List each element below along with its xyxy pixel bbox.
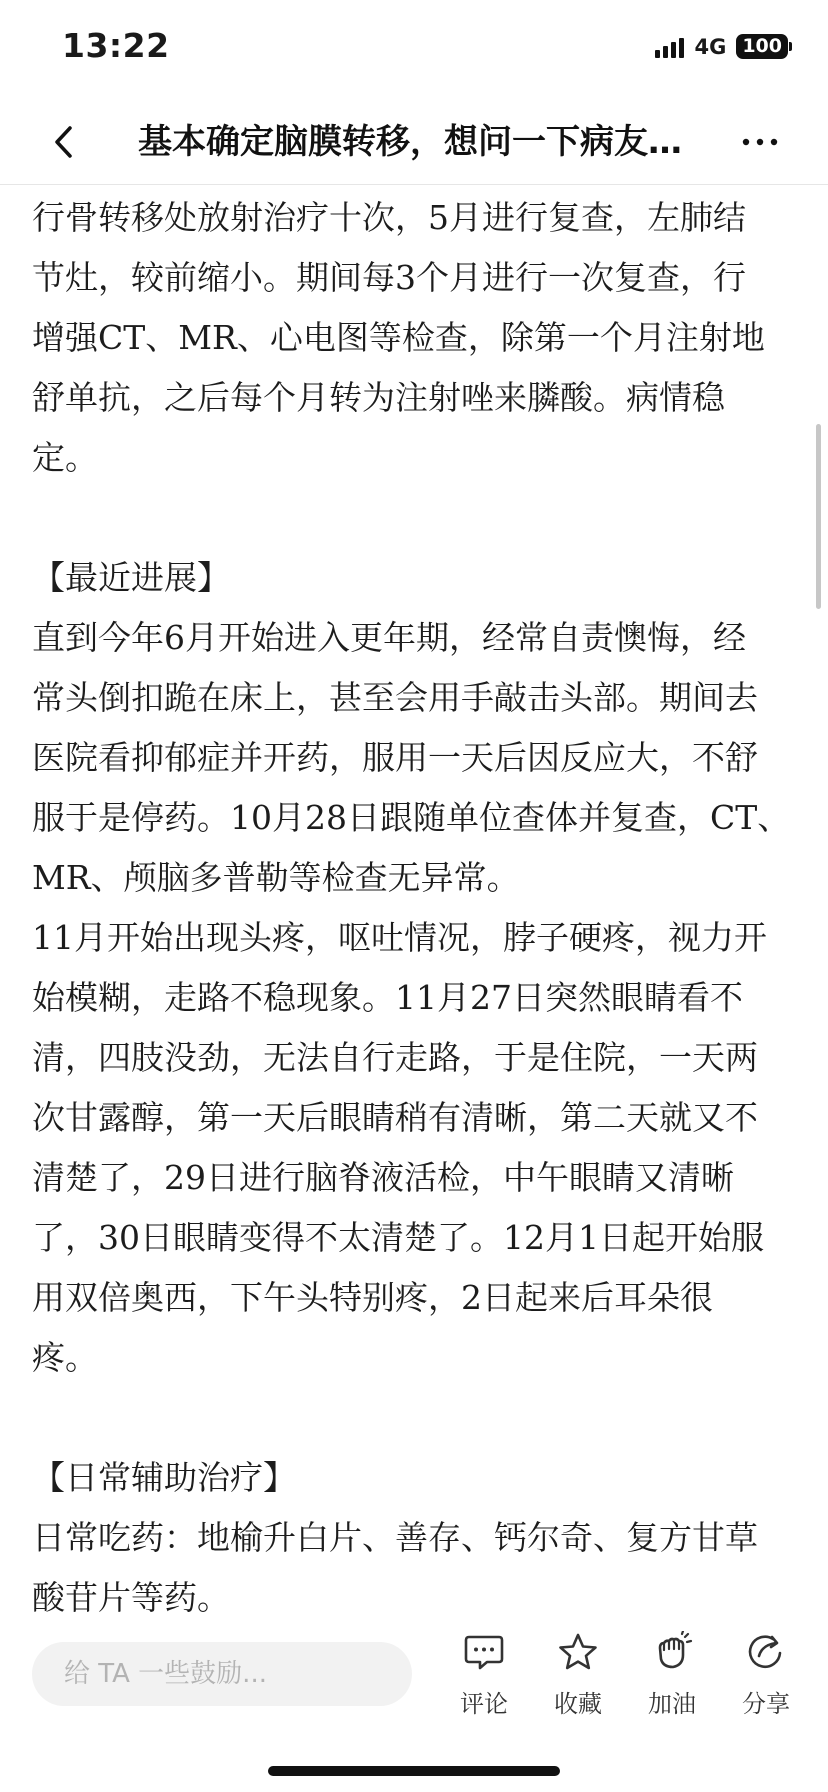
- battery-level: 100: [736, 34, 788, 59]
- nav-bar: [0, 100, 828, 185]
- status-time: 13:22: [62, 26, 170, 65]
- cheer-button[interactable]: [628, 1630, 716, 1719]
- network-label: 4G: [694, 34, 727, 59]
- comment-icon: [462, 1630, 506, 1674]
- scrollbar-thumb[interactable]: [816, 424, 821, 609]
- home-indicator[interactable]: [268, 1766, 560, 1776]
- comment-button[interactable]: [440, 1630, 528, 1719]
- article-line: 清楚了，29日进行脑脊液活检，中午眼睛又清晰: [32, 1158, 734, 1197]
- cheer-fist-icon: [650, 1630, 694, 1674]
- comment-input[interactable]: [32, 1642, 412, 1706]
- article-line: 清，四肢没劲，无法自行走路，于是住院，一天两: [32, 1038, 758, 1077]
- article-line: 用双倍奥西，下午头特别疼，2日起来后耳朵很: [32, 1278, 713, 1317]
- article-line: 日常吃药：地榆升白片、善存、钙尔奇、复方甘草: [32, 1518, 758, 1557]
- article-line: 舒单抗，之后每个月转为注射唑来膦酸。病情稳: [32, 378, 725, 417]
- article-line: 行骨转移处放射治疗十次，5月进行复查，左肺结: [32, 198, 746, 237]
- section-heading-recent-progress: 【最近进展】: [32, 558, 230, 597]
- battery-icon: [736, 34, 792, 59]
- more-button[interactable]: [732, 116, 788, 168]
- section-heading-daily-treatment: 【日常辅助治疗】: [32, 1458, 296, 1497]
- favorite-button[interactable]: [534, 1630, 622, 1719]
- article-line: 常头倒扣跪在床上，甚至会用手敲击头部。期间去: [32, 678, 758, 717]
- article-line: 了，30日眼睛变得不太清楚了。12月1日起开始服: [32, 1218, 764, 1257]
- article-line: 酸苷片等药。: [32, 1578, 230, 1617]
- status-bar: [0, 0, 828, 100]
- action-group: [440, 1630, 810, 1719]
- article-line: 增强CT、MR、心电图等检查，除第一个月注射地: [32, 318, 765, 357]
- article-line: 11月开始出现头疼，呕吐情况，脖子硬疼，视力开: [32, 918, 767, 957]
- page-title: 基本确定脑膜转移，想问一下病友…: [138, 122, 682, 162]
- article-line: 服于是停药。10月28日跟随单位查体并复查，CT、: [32, 798, 791, 837]
- article-line: 次甘露醇，第一天后眼睛稍有清晰，第二天就又不: [32, 1098, 758, 1137]
- article-body: [32, 184, 802, 1618]
- article-line: 始模糊，走路不稳现象。11月27日突然眼睛看不: [32, 978, 743, 1017]
- paragraph-gap: [32, 1388, 802, 1448]
- article-line: 直到今年6月开始进入更年期，经常自责懊悔，经: [32, 618, 746, 657]
- article-line: 节灶，较前缩小。期间每3个月进行一次复查，行: [32, 258, 746, 297]
- ellipsis-icon: [740, 137, 780, 147]
- chevron-left-icon: [50, 124, 78, 160]
- article-line: 定。: [32, 438, 98, 477]
- paragraph-gap: [32, 488, 802, 548]
- share-label: 分享: [742, 1690, 790, 1718]
- share-icon: [744, 1630, 788, 1674]
- status-indicators: [655, 34, 792, 59]
- article-line: 医院看抑郁症并开药，服用一天后因反应大，不舒: [32, 738, 758, 777]
- article-line: 疼。: [32, 1338, 98, 1377]
- share-button[interactable]: [722, 1630, 810, 1719]
- cheer-label: 加油: [648, 1690, 696, 1718]
- signal-bars-icon: [655, 36, 684, 58]
- favorite-label: 收藏: [554, 1690, 602, 1718]
- comment-label: 评论: [460, 1690, 508, 1718]
- back-button[interactable]: [38, 116, 90, 168]
- article-line: MR、颅脑多普勒等检查无异常。: [32, 858, 520, 897]
- star-icon: [556, 1630, 600, 1674]
